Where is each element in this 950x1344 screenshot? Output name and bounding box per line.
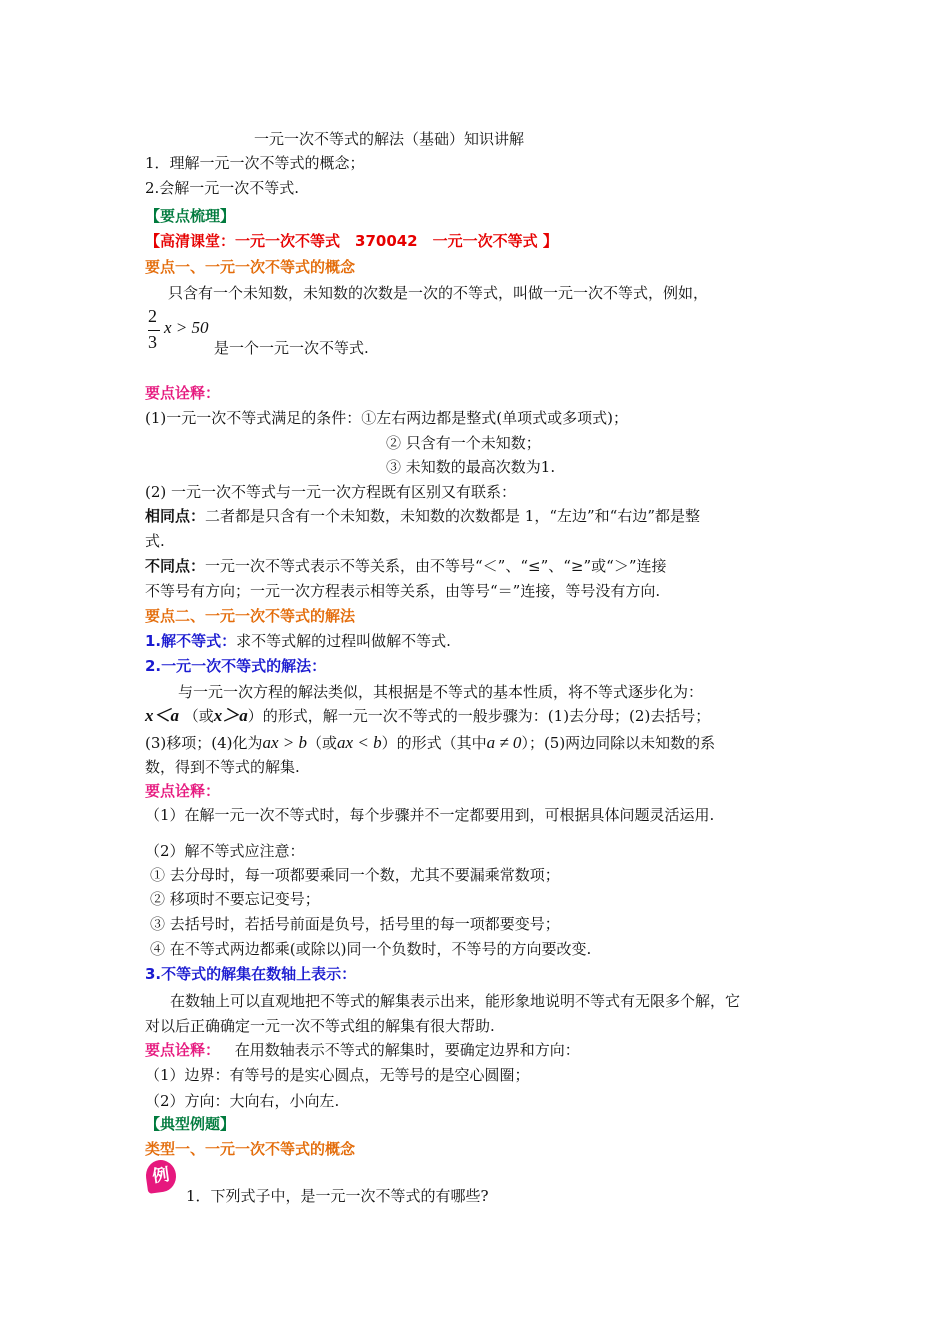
same-text: 二者都是只含有一个未知数，未知数的次数都是 1，“左边”和“右边”都是整 [205,507,701,525]
text-where: ）的形式（其中 [381,734,487,752]
example-tail: 是一个一元一次不等式. [214,339,369,357]
relation-heading: (2) 一元一次不等式与一元一次方程既有区别又有联系： [145,483,517,501]
condition-2: ② 只含有一个未知数； [386,434,541,452]
kp1-heading: 要点一、一元一次不等式的概念 [145,258,356,276]
same-label: 相同点： [145,507,206,525]
kp2-note-label: 要点诠释： [145,782,221,800]
fraction-numerator: 2 [148,306,157,326]
condition-1: (1)一元一次不等式满足的条件：①左右两边都是整式(单项式或多项式)； [145,409,628,427]
solve-text: 求不等式解的过程叫做解不等式. [236,632,451,650]
numberline-note-text: 在用数轴表示不等式的解集时，要确定边界和方向： [234,1041,580,1059]
math-x-lt-a: x＜a [145,706,179,725]
numberline-para-1: 在数轴上可以直观地把不等式的解集表示出来，能形象地说明不等式有无限多个解，它 [170,992,741,1010]
solve-def [145,631,451,651]
math-ax-lt-b: ax < b [337,733,382,752]
text-or-2: （或 [307,734,338,752]
kp2-heading: 要点二、一元一次不等式的解法 [145,607,356,625]
diff-text-cont: 不等号有方向；一元一次方程表示相等关系，由等号“＝”连接，等号没有方向. [145,582,661,600]
same-text-cont: 式. [145,532,165,550]
note-1: （1）在解一元一次不等式时，每个步骤并不一定都要用到，可根据具体问题灵活运用. [145,806,715,824]
condition-3: ③ 未知数的最高次数为1. [386,458,556,476]
text-step-5: ）；(5)两边同除以未知数的系 [521,734,716,752]
numberline-label: 3.不等式的解集在数轴上表示： [145,965,357,983]
solve-label: 1.解不等式： [145,632,237,650]
type1-heading: 类型一、一元一次不等式的概念 [145,1140,356,1158]
note-2d: ④ 在不等式两边都乘(或除以)同一个负数时，不等号的方向要改变. [150,940,592,958]
section-hd-classroom: 【高清课堂：一元一次不等式 370042 一元一次不等式 】 [145,232,558,250]
fraction-bar [148,330,160,331]
method-para-1: 与一元一次方程的解法类似，其根据是不等式的基本性质，将不等式逐步化为： [178,683,704,701]
fraction-denominator: 3 [148,332,157,352]
example-expression: x > 50 [164,318,209,337]
goal-1: 1．理解一元一次不等式的概念； [145,154,365,172]
note-2: （2）解不等式应注意： [145,842,305,860]
math-ax-gt-b: ax > b [262,733,308,752]
document-title: 一元一次不等式的解法（基础）知识讲解 [254,130,525,148]
method-label: 2.一元一次不等式的解法： [145,657,327,675]
method-steps: ）的形式，解一元一次不等式的一般步骤为：(1)去分母；(2)去括号； [247,707,711,725]
method-para-2 [145,706,710,726]
section-key-points: 【要点梳理】 [145,207,236,225]
math-x-gt-a: x＞a [213,706,248,725]
example-badge-icon: 例 [144,1158,178,1194]
kp1-note-label: 要点诠释： [145,384,221,402]
note-2b: ② 移项时不要忘记变号； [150,890,320,908]
numberline-note-2: （2）方向：大向右，小向左. [145,1092,340,1110]
numberline-para-2: 对以后正确确定一元一次不等式组的解集有很大帮助. [145,1017,495,1035]
numberline-note-1: （1）边界：有等号的是实心圆点，无等号的是空心圆圈； [145,1066,530,1084]
numberline-note [145,1040,580,1060]
goal-2: 2.会解一元一次不等式. [145,179,300,197]
diff-label: 不同点： [145,557,206,575]
kp1-definition: 只含有一个未知数，未知数的次数是一次的不等式，叫做一元一次不等式，例如， [168,284,709,302]
method-para-3 [145,733,715,753]
method-para-4: 数，得到不等式的解集. [145,758,300,776]
math-a-neq-0: a ≠ 0 [486,733,522,752]
numberline-note-label: 要点诠释： [145,1041,221,1059]
note-2a: ① 去分母时，每一项都要乘同一个数，尤其不要漏乘常数项； [150,866,560,884]
diff-point [145,556,667,576]
example-1-question: 1．下列式子中，是一元一次不等式的有哪些? [186,1187,489,1205]
text-or: （或 [183,707,214,725]
section-examples: 【典型例题】 [145,1115,236,1133]
diff-text: 一元一次不等式表示不等关系，由不等号“＜”、“≤”、“≥”或“＞”连接 [205,557,667,575]
same-point [145,506,700,526]
note-2c: ③ 去括号时，若括号前面是负号，括号里的每一项都要变号； [150,915,560,933]
text-steps-3-4: (3)移项；(4)化为 [145,734,263,752]
